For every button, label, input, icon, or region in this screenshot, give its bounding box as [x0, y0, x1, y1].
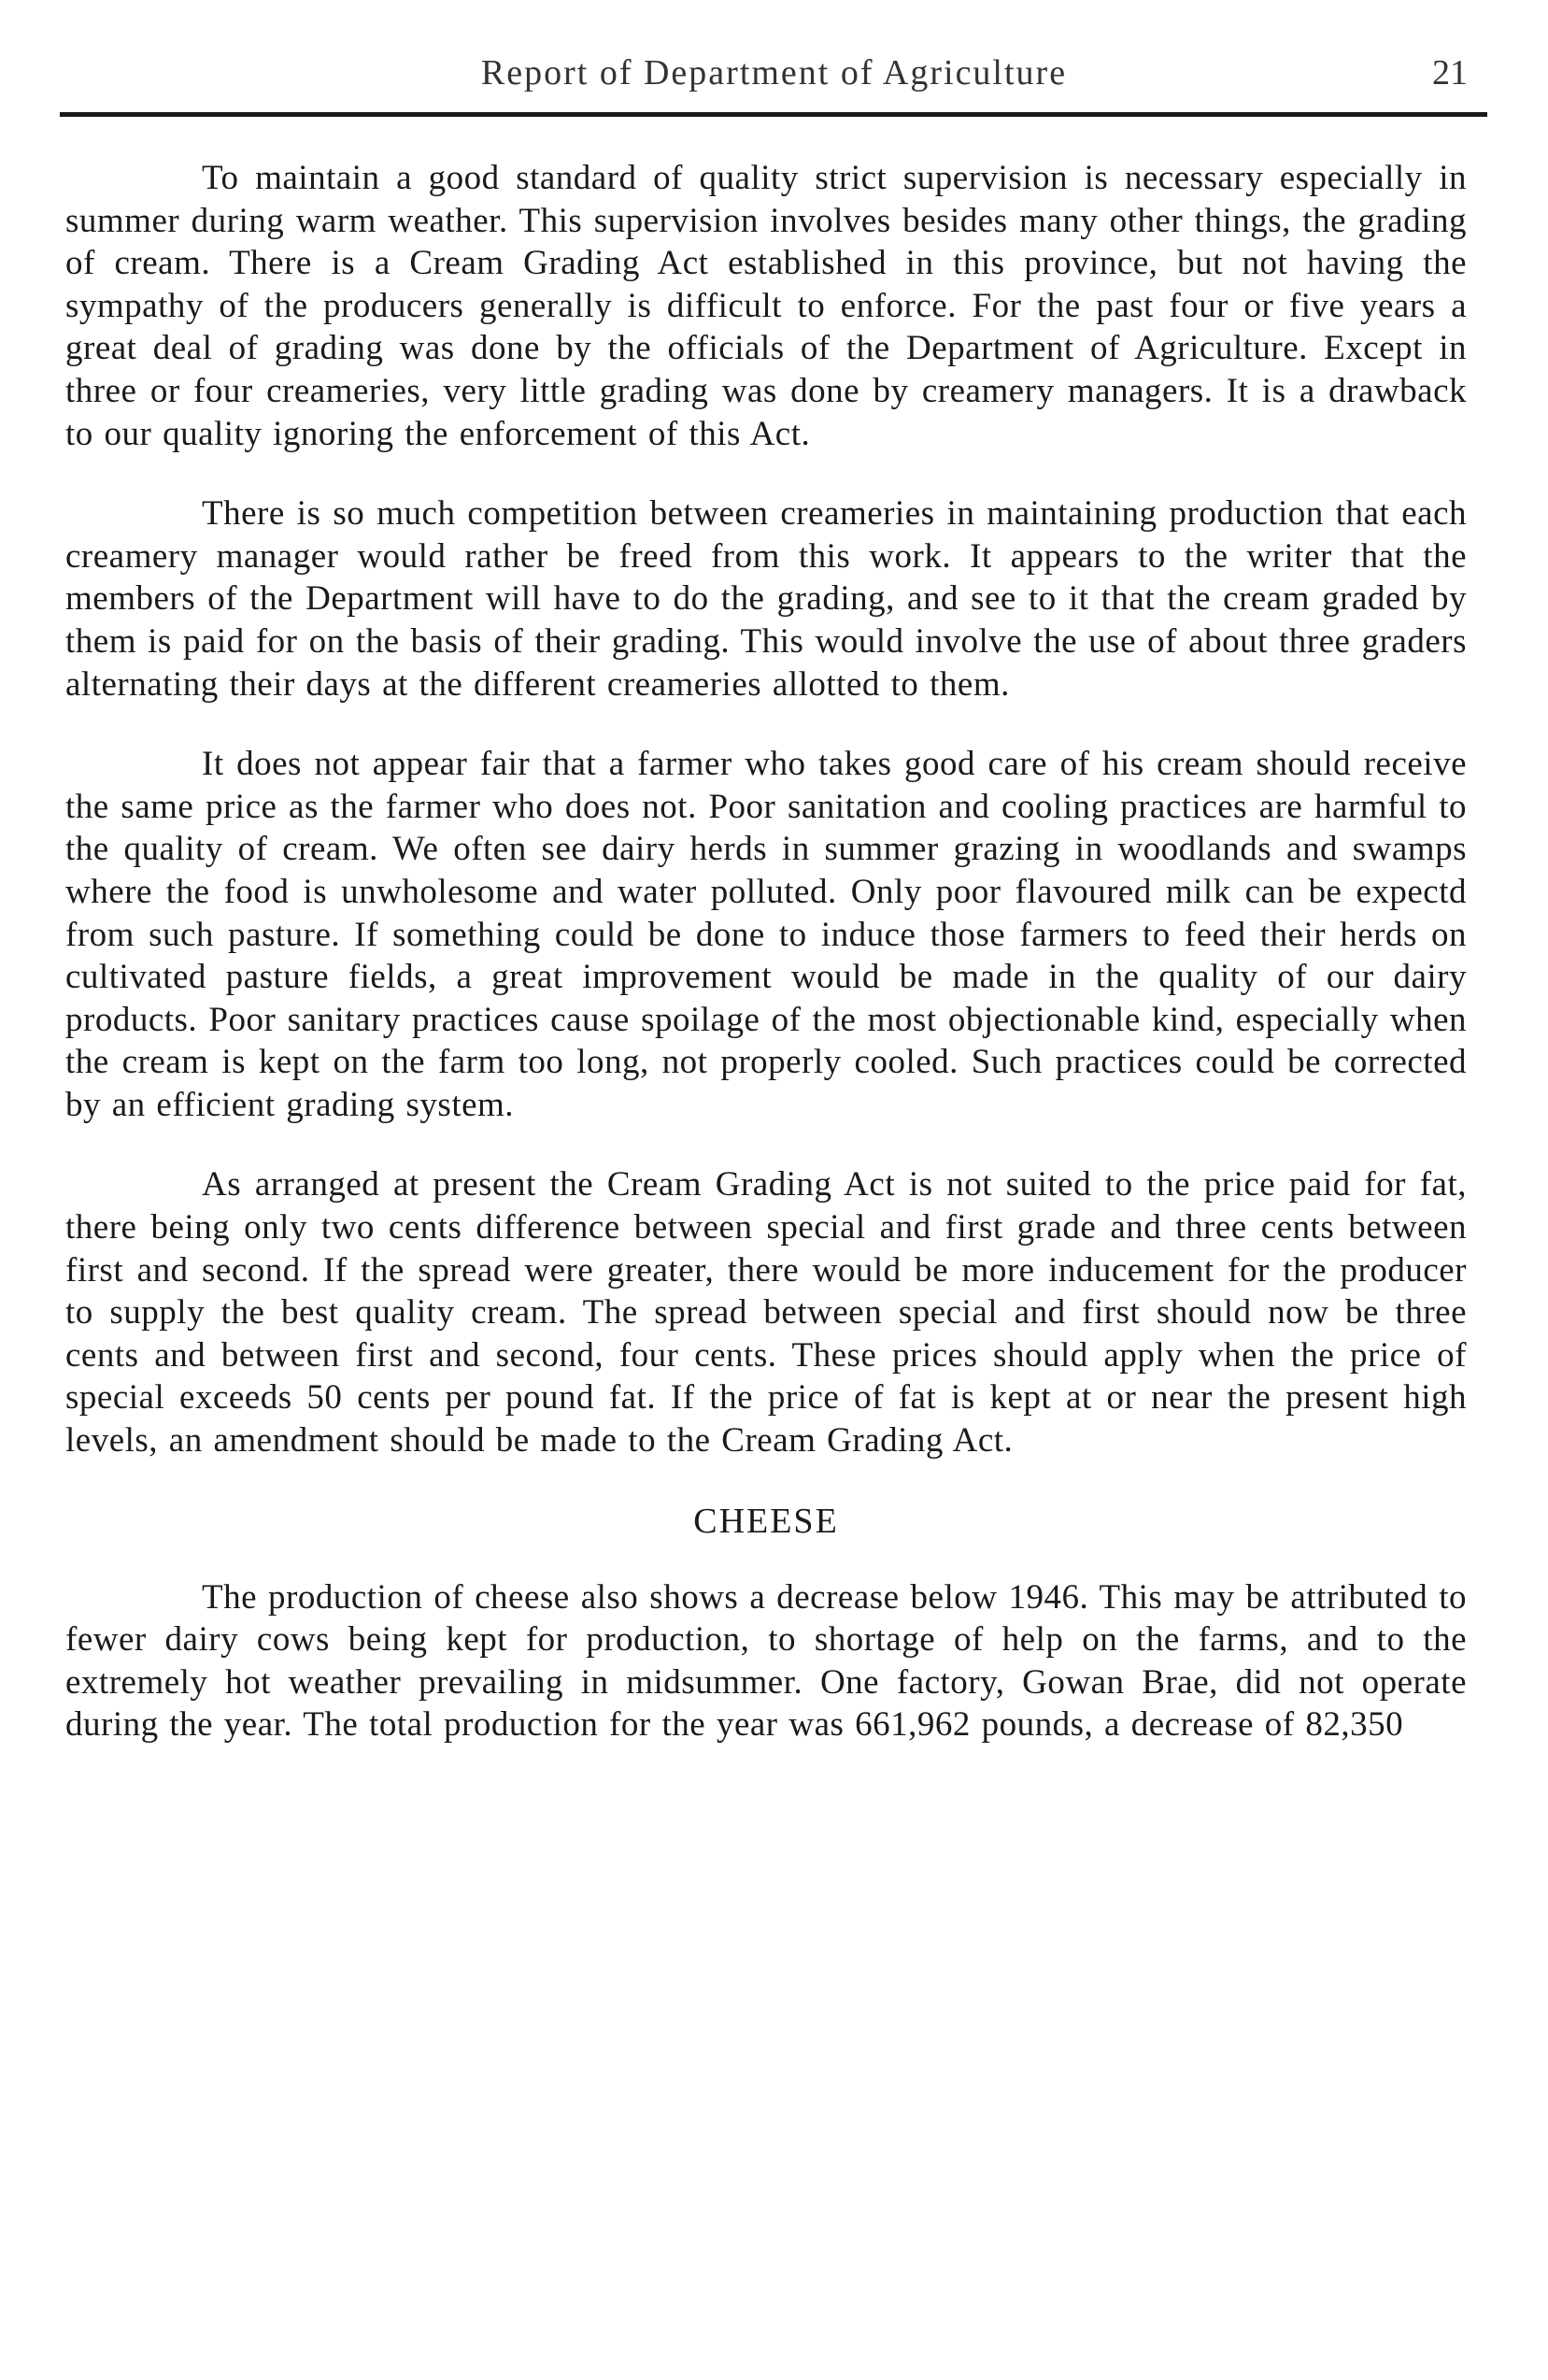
- running-title: Report of Department of Agriculture: [480, 53, 1068, 93]
- running-header: [0, 45, 1548, 101]
- section-heading-cheese: CHEESE: [693, 1501, 839, 1541]
- paragraph-sanitation-practices: It does not appear fair that a farmer who takes good care of his cream should receive the same price as the farmer who does not. Poor sanitation and cooling practices are harmful to the quality of cream. We often see dairy herds in summer grazing in woodlands and swamps where the food is unwholesome and water polluted. Only poor flavoured milk can be expectd from such pasture. If something could be done to induce those farmers to feed their herds on cultivated pasture fields, a great improvement would be made in the quality of our dairy products. Poor sanitary practices cause spoilage of the most objectionable kind, especially when the cream is kept on the farm too long, not properly cooled. Such practices could be corrected by an efficient grading system.: [65, 745, 1467, 1124]
- page-number: 21: [1432, 53, 1468, 93]
- paragraph-cheese-production: The production of cheese also shows a decrease below 1946. This may be attributed to fewer dairy cows being kept for production, to shortage of help on the farms, and to the extremely hot weather prevailing in midsummer. One factory, Gowan Brae, did not operate during the year. The total production for the year was 661,962 pounds, a decrease of 82,350: [65, 1577, 1467, 1745]
- body-text: [65, 157, 1467, 1784]
- paragraph-quality-supervision: To maintain a good standard of quality strict supervision is necessary especially in summer during warm weather. This supervision involves besides many other things, the grading of cream. There is a Cream Grading Act established in this province, but not having the sympathy of the producers generally is difficult to enforce. For the past four or five years a great deal of grading was done by the officials of the Department of Agriculture. Except in three or four creameries, very little grading was done by creamery managers. It is a drawback to our quality ignoring the enforcement of this Act.: [65, 159, 1467, 453]
- header-rule: [60, 112, 1487, 117]
- paragraph-creamery-competition: There is so much competition between creameries in maintaining production that each creamery manager would rather be freed from this work. It appears to the writer that the members of the Department will have to do the grading, and see to it that the cream graded by them is paid for on the basis of their grading. This would involve the use of about three graders alternating their days at the different creameries allotted to them.: [65, 494, 1467, 704]
- paragraph-grading-act-prices: As arranged at present the Cream Grading Act is not suited to the price paid for fat, there being only two cents difference between special and first grade and three cents between first and second. If the spread were greater, there would be more inducement for the producer to supply the best quality cream. The spread between special and first should now be three cents and between first and second, four cents. These prices should apply when the price of special exceeds 50 cents per pound fat. If the price of fat is kept at or near the present high levels, an amendment should be made to the Cream Grading Act.: [65, 1165, 1467, 1461]
